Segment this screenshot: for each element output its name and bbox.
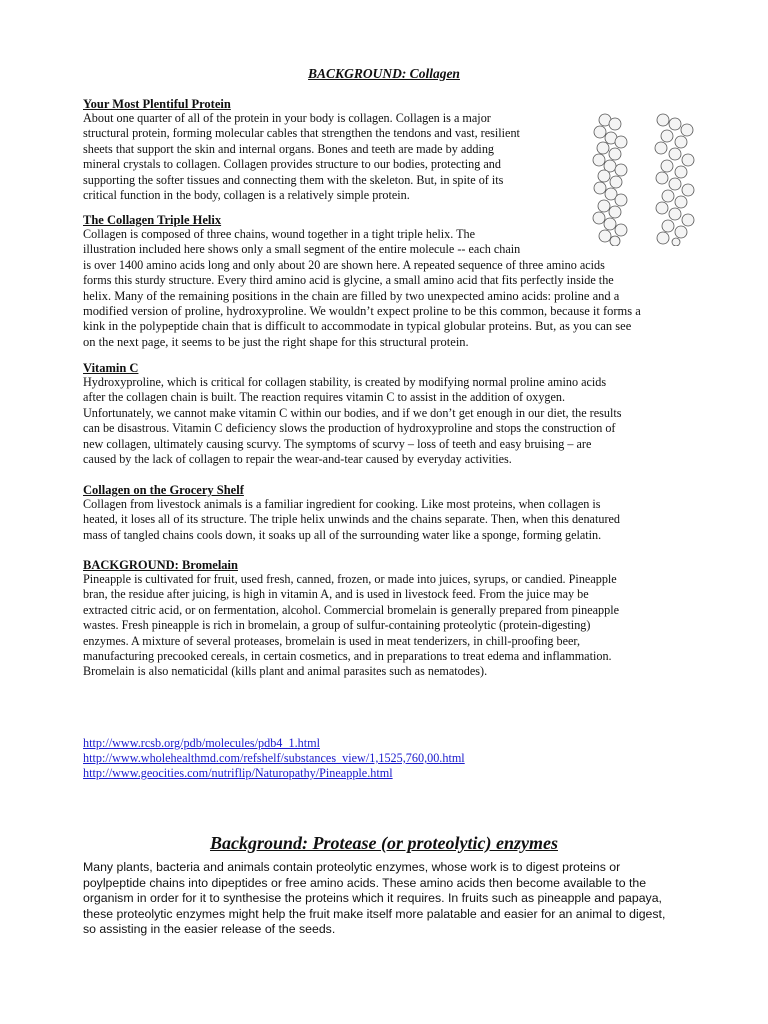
section-heading-triple-helix: The Collagen Triple Helix [83,213,222,227]
text-line: enzymes. A mixture of several proteases, bromelain is used in meat tenderizers, in chill-proofing beer, [83,633,581,648]
helix-strand-right [655,114,694,246]
text-line: mineral crystals to collagen. Collagen provides structure to our bodies, protecting and [83,157,501,172]
text-line: heated, it loses all of its structure. The triple helix unwinds and the chains separate. Then, when this denatured [83,512,621,527]
text-line: organism in order for it to synthesise the proteins which it requires. In fruits such as pineapple and papaya, [83,891,662,906]
text-line: modified version of proline, hydroxyproline. We wouldn’t expect proline to be this common, because it forms a [83,304,641,319]
text-line: on the next page, it seems to be just the right shape for this structural protein. [83,334,469,349]
text-line: supporting the softer tissues and connecting them with the skeleton. But, in spite of its [83,172,504,187]
text-line: Many plants, bacteria and animals contain proteolytic enzymes, whose work is to digest proteins or [83,860,621,874]
text-line: Pineapple is cultivated for fruit, used fresh, canned, frozen, or made into juices, syrups, or candied. Pineapple [83,572,617,586]
text-line: critical function in the body, collagen is a relatively simple protein. [83,188,410,203]
text-line: is over 1400 amino acids long and only about 20 are shown here. A repeated sequence of three amino acids [83,257,605,272]
page-title: BACKGROUND: Collagen [308,66,460,81]
text-line: structural protein, forming molecular cables that strengthen the tendons and vast, resilient [83,126,520,141]
section-body-grocery-shelf [83,497,620,543]
protease-title: Background: Protease (or proteolytic) enzymes [210,833,558,853]
text-line: kink in the polypeptide chain that is difficult to accommodate in typical globular proteins. But, as you can see [83,319,632,334]
section-body-plentiful-protein [83,111,520,203]
text-line: extracted citric acid, or on fermentation, alcohol. Commercial bromelain is generally prepared from pineapple [83,602,620,617]
text-line: after the collagen chain is built. The reaction requires vitamin C to assist in the addition of oxygen. [83,390,566,405]
section-heading-grocery-shelf: Collagen on the Grocery Shelf [83,483,244,497]
text-line: Collagen is composed of three chains, wound together in a tight triple helix. The [83,227,476,241]
reference-link-wholehealthmd[interactable]: http://www.wholehealthmd.com/refshelf/substances_view/1,1525,760,00.html [83,751,465,765]
text-line: illustration included here shows only a small segment of the entire molecule -- each chain [83,242,521,257]
text-line: new collagen, ultimately causing scurvy. The symptoms of scurvy – loss of teeth and easy bruising – are [83,436,592,451]
text-line: sheets that support the skin and internal organs. Bones and teeth are made by adding [83,141,495,156]
text-line: wastes. Fresh pineapple is rich in bromelain, a group of sulfur-containing proteolytic (protein-digesting) [83,618,591,633]
reference-link-rcsb[interactable]: http://www.rcsb.org/pdb/molecules/pdb4_1.html [83,736,320,750]
collagen-triple-helix-illustration [591,112,697,246]
section-body-bromelain [83,572,619,680]
text-line: poylpeptide chains into dipeptides or free amino acids. These amino acids then become available to the [83,875,647,890]
text-line: caused by the lack of collagen to repair the wear-and-tear caused by everyday activities. [83,452,512,467]
text-line: mass of tangled chains cools down, it soaks up all of the surrounding water like a sponge, forming gelatin. [83,527,602,542]
text-line: so assisting in the easier release of the seeds. [83,922,336,937]
text-line: manufacturing precooked cereals, in certain cosmetics, and in preparations to treat edema and inflammation. [83,649,612,664]
text-line: About one quarter of all of the protein in your body is collagen. Collagen is a major [83,111,491,125]
text-line: can be disastrous. Vitamin C deficiency slows the production of hydroxyproline and stops the construction of [83,421,616,436]
section-heading-plentiful-protein: Your Most Plentiful Protein [83,97,231,111]
section-body-vitamin-c [83,375,622,467]
section-heading-vitamin-c: Vitamin C [83,361,139,375]
text-line: Bromelain is also nematicidal (kills plant and animal parasites such as nematodes). [83,664,488,679]
section-heading-bromelain: BACKGROUND: Bromelain [83,558,238,572]
text-line: these proteolytic enzymes might help the fruit make itself more palatable and easier for an animal to digest, [83,906,666,921]
text-line: bran, the residue after juicing, is high in vitamin A, and is used in livestock feed. From the juice may be [83,587,589,602]
text-line: Hydroxyproline, which is critical for collagen stability, is created by modifying normal proline amino acids [83,375,607,389]
text-line: Collagen from livestock animals is a familiar ingredient for cooking. Like most proteins, when collagen is [83,497,601,511]
section-body-triple-helix [83,227,641,350]
reference-links [83,736,465,781]
reference-link-geocities[interactable]: http://www.geocities.com/nutriflip/Naturopathy/Pineapple.html [83,766,393,780]
text-line: Unfortunately, we cannot make vitamin C within our bodies, and if we don’t get enough in our diet, the results [83,405,622,420]
text-line: forms this sturdy structure. Every third amino acid is glycine, a small amino acid that fits perfectly inside the [83,273,614,288]
text-line: helix. Many of the remaining positions in the chain are filled by two unexpected amino acids: proline and a [83,288,620,303]
protease-body [83,860,665,938]
